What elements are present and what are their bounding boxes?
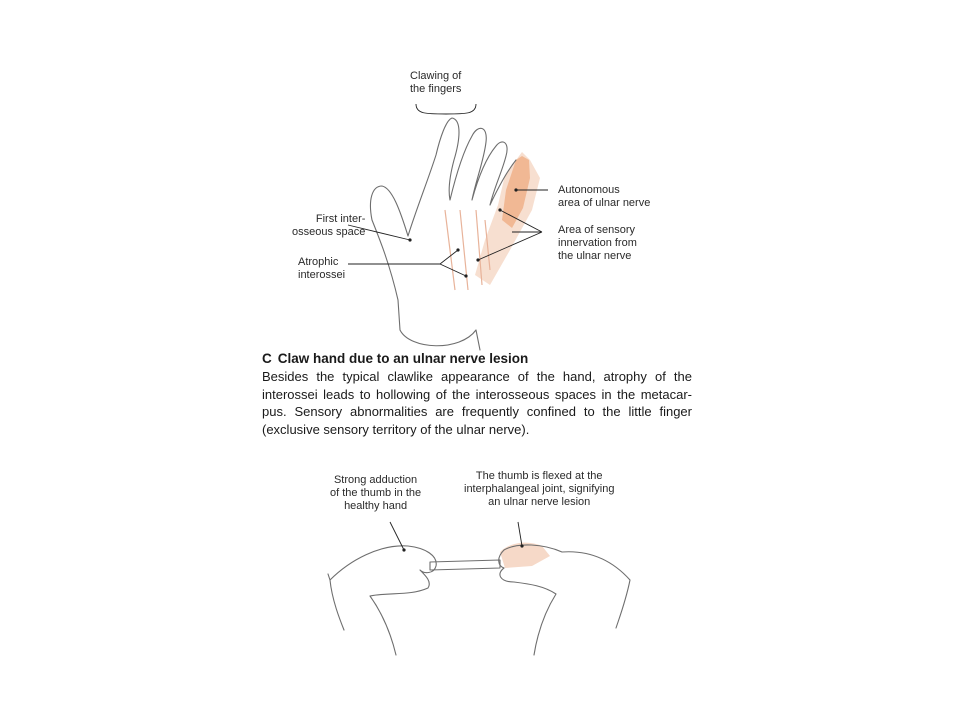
froment-sign-figure (300, 470, 660, 670)
label-strong-adduction: Strong adduction of the thumb in the healthy hand (330, 474, 422, 512)
caption-title-text: Claw hand due to an ulnar nerve lesion (277, 351, 529, 366)
caption-body: Besides the typical clawlike appearance of the hand, atrophy of the interossei leads to hollowing of the interosseous spaces in the metacar-pus. Sensory abnormalities are frequently confined to the little finger (exclusive sensory territory of the ulnar nerve). (262, 369, 692, 437)
claw-hand-figure (240, 60, 710, 350)
caption-letter: C (262, 351, 272, 366)
healthy-hand-outline (328, 546, 436, 655)
paper-strip (430, 560, 500, 570)
leader-atrophic (348, 250, 466, 276)
label-thumb-flexed: The thumb is flexed at the interphalangeal joint, signifying an ulnar nerve lesion (464, 470, 615, 508)
label-atrophic: Atrophic interossei (298, 256, 346, 281)
leader-clawing (416, 104, 476, 114)
leader-thumb-flexed (518, 522, 522, 546)
figure-caption (262, 350, 692, 438)
label-autonomous: Autonomous area of ulnar nerve (558, 184, 651, 209)
label-sensory: Area of sensory innervation from the ulnar nerve (558, 224, 637, 262)
label-first-interosseous: First inter- osseous space (292, 213, 366, 238)
caption-title (262, 350, 692, 368)
label-clawing: Clawing of the fingers (410, 70, 462, 95)
